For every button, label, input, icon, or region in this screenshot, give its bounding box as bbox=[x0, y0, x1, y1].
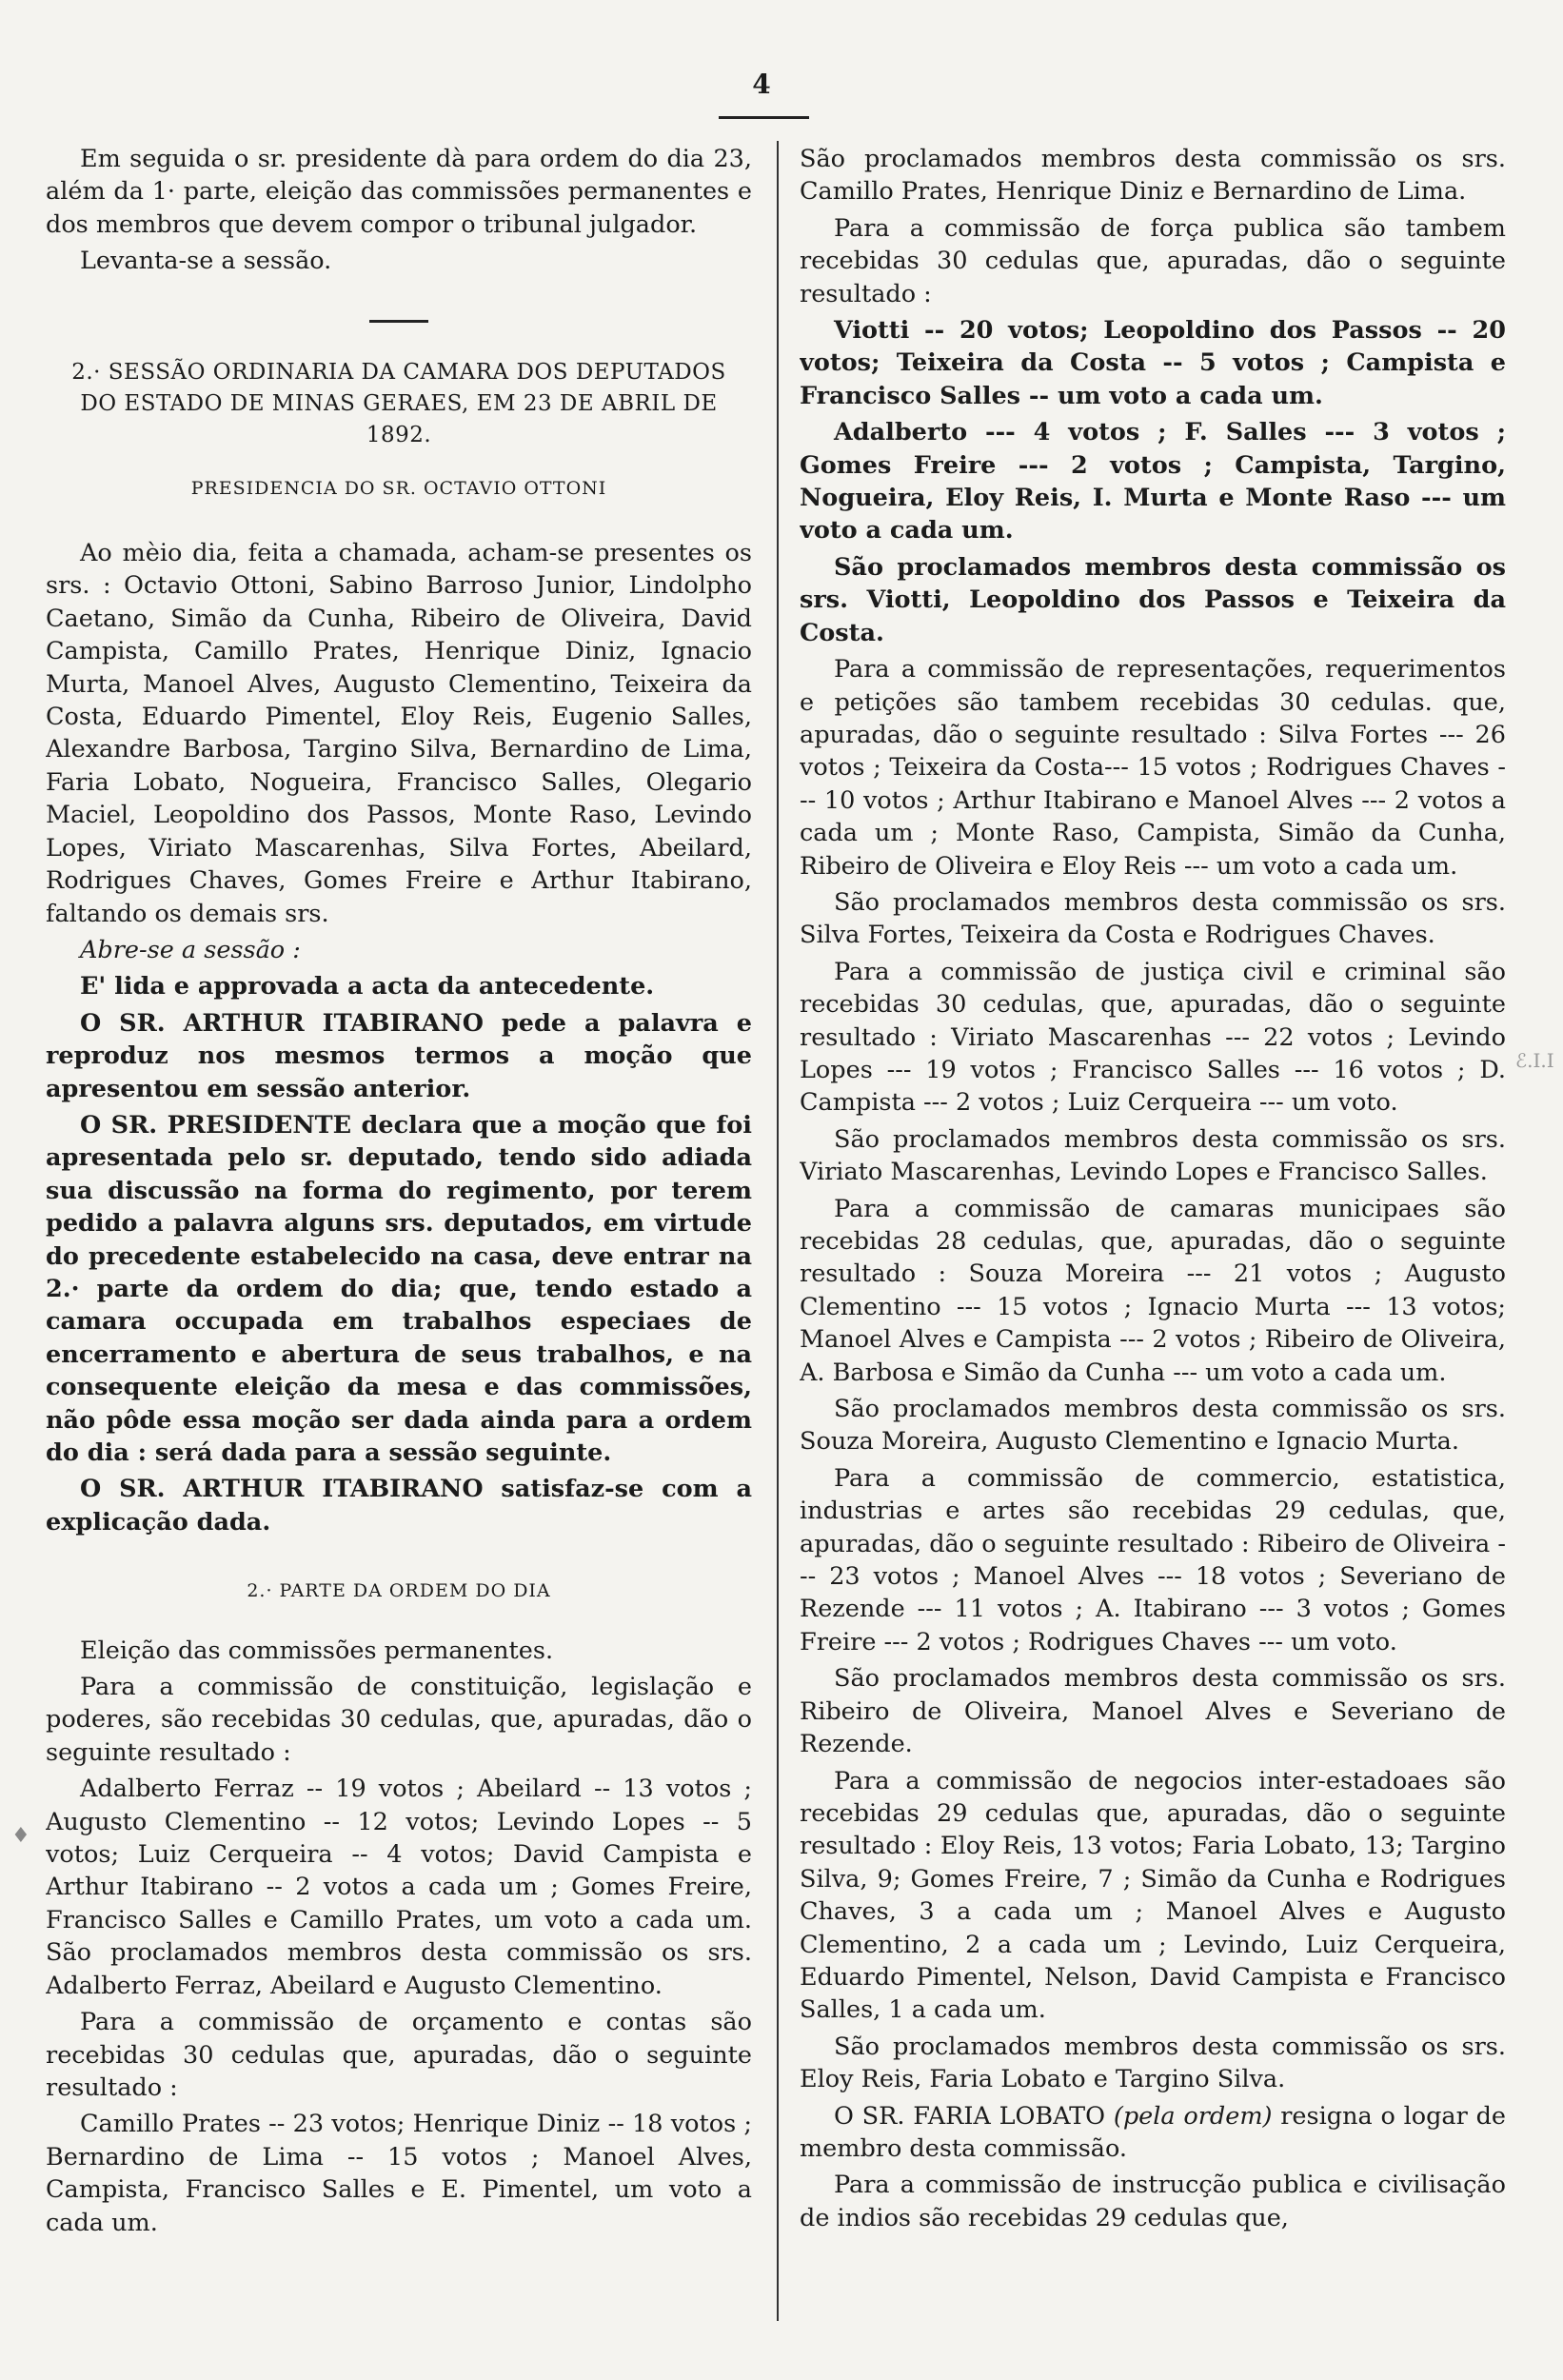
paragraph bbox=[46, 1473, 752, 1538]
aside: (pela ordem) bbox=[1105, 2101, 1281, 2131]
paragraph bbox=[46, 1109, 752, 1469]
paragraph: Eleição das commissões permanentes. bbox=[80, 1636, 554, 1665]
section-divider bbox=[369, 320, 428, 323]
session-heading: 2.· SESSÃO ORDINARIA DA CAMARA DOS DEPUTADOS DO ESTADO DE MINAS GERAES, EM 23 DE ABRIL DE 1892. bbox=[71, 359, 726, 447]
paragraph: São proclamados membros desta commissão os srs. Ribeiro de Oliveira, Manoel Alves e Severiano de Rezende. bbox=[800, 1664, 1506, 1759]
right-column bbox=[800, 143, 1506, 2323]
margin-mark: ♦ bbox=[11, 1824, 30, 1848]
paragraph: São proclamados membros desta commissão os srs. Souza Moreira, Augusto Clementino e Ignacio Murta. bbox=[800, 1395, 1506, 1457]
paragraph: Para a commissão de instrucção publica e civilisação de indios são recebidas 29 cedulas que, bbox=[800, 2171, 1506, 2232]
column-divider bbox=[777, 141, 779, 2321]
paragraph: Para a commissão de orçamento e contas são recebidas 30 cedulas que, apuradas, dão o seguinte resultado : bbox=[46, 2008, 752, 2102]
speech: resigna o logar de membro desta commissão. bbox=[800, 2101, 1506, 2163]
paragraph: Para a commissão de commercio, estatistica, industrias e artes são recebidas 29 cedulas, que, apuradas, dão o seguinte resultado : Ribeiro de Oliveira --- 23 votos ; Manoel Alves --- 18 votos ; Severiano de Rezende --- 11 votos ; A. Itabirano --- 3 votos ; Gomes Freire --- 2 votos ; Rodrigues Chaves --- um voto. bbox=[800, 1463, 1506, 1656]
paragraph: São proclamados membros desta commissão os srs. Silva Fortes, Teixeira da Costa e Rodrigues Chaves. bbox=[800, 887, 1506, 950]
paragraph: Viotti -- 20 votos; Leopoldino dos Passos -- 20 votos; Teixeira da Costa -- 5 votos ; Campista e Francisco Salles -- um voto a cada um. bbox=[800, 316, 1506, 410]
speech: satisfaz-se com a explicação dada. bbox=[46, 1475, 752, 1537]
paragraph: Ao mèio dia, feita a chamada, acham-se presentes os srs. : Octavio Ottoni, Sabino Barroso Junior, Lindolpho Caetano, Simão da Cunha, Ribeiro de Oliveira, David Campista, Camillo Prates, Henrique Diniz, Ignacio Murta, Manoel Alves, Augusto Clementino, Teixeira da Costa, Eduardo Pimentel, Eloy Reis, Eugenio Salles, Alexandre Barbosa, Targino Silva, Bernardino de Lima, Faria Lobato, Nogueira, Francisco Salles, Olegario Maciel, Leopoldino dos Passos, Monte Raso, Levindo Lopes, Viriato Mascarenhas, Silva Fortes, Abeilard, Rodrigues Chaves, Gomes Freire e Arthur Itabirano, faltando os demais srs. bbox=[46, 539, 752, 928]
paragraph bbox=[800, 2100, 1506, 2166]
paragraph: São proclamados membros desta commissão os srs. Eloy Reis, Faria Lobato e Targino Silva. bbox=[800, 2032, 1506, 2094]
paragraph: Camillo Prates -- 23 votos; Henrique Diniz -- 18 votos ; Bernardino de Lima -- 15 votos ; Manoel Alves, Campista, Francisco Salles e E. Pimentel, um voto a cada um. bbox=[46, 2110, 752, 2237]
part-heading: 2.· PARTE DA ORDEM DO DIA bbox=[247, 1580, 551, 1602]
speaker: O SR. ARTHUR ITABIRANO bbox=[80, 1475, 484, 1504]
paragraph: Para a commissão de representações, requerimentos e petições são tambem recebidas 30 cedulas. que, apuradas, dão o seguinte resultado : Silva Fortes --- 26 votos ; Teixeira da Costa--- 15 votos ; Rodrigues Chaves --- 10 votos ; Arthur Itabirano e Manoel Alves --- 2 votos a cada um ; Monte Raso, Campista, Simão da Cunha, Ribeiro de Oliveira e Eloy Reis --- um voto a cada um. bbox=[800, 655, 1506, 881]
paragraph: São proclamados membros desta commissão os srs. Viotti, Leopoldino dos Passos e Teixeira da Costa. bbox=[800, 552, 1506, 647]
paragraph: E' lida e approvada a acta da antecedente. bbox=[80, 972, 655, 1002]
paragraph: São proclamados membros desta commissão os srs. Viriato Mascarenhas, Levindo Lopes e Francisco Salles. bbox=[800, 1124, 1506, 1187]
paragraph: Para a commissão de camaras municipaes são recebidas 28 cedulas, que, apuradas, dão o seguinte resultado : Souza Moreira --- 21 votos ; Augusto Clementino --- 15 votos ; Ignacio Murta --- 13 votos; Manoel Alves e Campista --- 2 votos ; Ribeiro de Oliveira, A. Barbosa e Simão da Cunha --- um voto a cada um. bbox=[800, 1194, 1506, 1387]
paragraph: Levanta-se a sessão. bbox=[80, 247, 332, 276]
page-number-rule bbox=[719, 116, 809, 119]
speaker: O SR. FARIA LOBATO bbox=[834, 2101, 1106, 2131]
presidency-heading: PRESIDENCIA DO SR. OCTAVIO OTTONI bbox=[190, 477, 607, 499]
paragraph: Em seguida o sr. presidente dà para ordem do dia 23, além da 1· parte, eleição das commissões permanentes e dos membros que devem compor o tribunal julgador. bbox=[46, 145, 752, 239]
paragraph: Para a commissão de negocios inter-estadoaes são recebidas 29 cedulas que, apuradas, dão o seguinte resultado : Eloy Reis, 13 votos; Faria Lobato, 13; Targino Silva, 9; Gomes Freire, 7 ; Simão da Cunha e Rodrigues Chaves, 3 a cada um ; Manoel Alves e Augusto Clementino, 2 a cada um ; Levindo, Luiz Cerqueira, Eduardo Pimentel, Nelson, David Campista e Francisco Salles, 1 a cada um. bbox=[800, 1766, 1506, 2025]
paragraph: Para a commissão de justiça civil e criminal são recebidas 30 cedulas, que, apuradas, dão o seguinte resultado : Viriato Mascarenhas --- 22 votos ; Levindo Lopes --- 19 votos ; Francisco Salles --- 16 votos ; D. Campista --- 2 votos ; Luiz Cerqueira --- um voto. bbox=[800, 957, 1506, 1118]
paragraph bbox=[46, 1007, 752, 1105]
paragraph: Adalberto Ferraz -- 19 votos ; Abeilard -- 13 votos ; Augusto Clementino -- 12 votos; Levindo Lopes -- 5 votos; Luiz Cerqueira -- 4 votos; David Campista e Arthur Itabirano -- 2 votos a cada um ; Gomes Freire, Francisco Salles e Camillo Prates, um voto a cada um. São proclamados membros desta commissão os srs. Adalberto Ferraz, Abeilard e Augusto Clementino. bbox=[46, 1775, 752, 2000]
paragraph: Para a commissão de constituição, legislação e poderes, são recebidas 30 cedulas, que, apuradas, dão o seguinte resultado : bbox=[46, 1673, 752, 1767]
paragraph: Para a commissão de força publica são tambem recebidas 30 cedulas que, apuradas, dão o seguinte resultado : bbox=[800, 213, 1506, 308]
margin-note: ℰ.I.I bbox=[1515, 1049, 1554, 1072]
left-column bbox=[46, 143, 752, 2323]
paragraph: Adalberto --- 4 votos ; F. Salles --- 3 votos ; Gomes Freire --- 2 votos ; Campista, Targino, Nogueira, Eloy Reis, I. Murta e Monte Raso --- um voto a cada um. bbox=[800, 418, 1506, 545]
paragraph: Abre-se a sessão : bbox=[80, 935, 301, 964]
page-number: 4 bbox=[752, 69, 771, 100]
speaker: O SR. PRESIDENTE bbox=[80, 1110, 352, 1140]
speaker: O SR. ARTHUR ITABIRANO bbox=[80, 1008, 484, 1038]
speech: declara que a moção que foi apresentada pelo sr. deputado, tendo sido adiada sua discussão na forma do regimento, por terem pedido a palavra alguns srs. deputados, em virtude do precedente estabelecido na casa, deve entrar na 2.· parte da ordem do dia; que, tendo estado a camara occupada em trabalhos especiaes de encerramento e abertura de seus trabalhos, e na consequente eleição da mesa e das commissões, não pôde essa moção ser dada ainda para a ordem do dia : será dada para a sessão seguinte. bbox=[46, 1110, 752, 1467]
paragraph: São proclamados membros desta commissão os srs. Camillo Prates, Henrique Diniz e Bernardino de Lima. bbox=[800, 145, 1506, 207]
speech: pede a palavra e reproduz nos mesmos termos a moção que apresentou em sessão anterior. bbox=[46, 1008, 752, 1103]
